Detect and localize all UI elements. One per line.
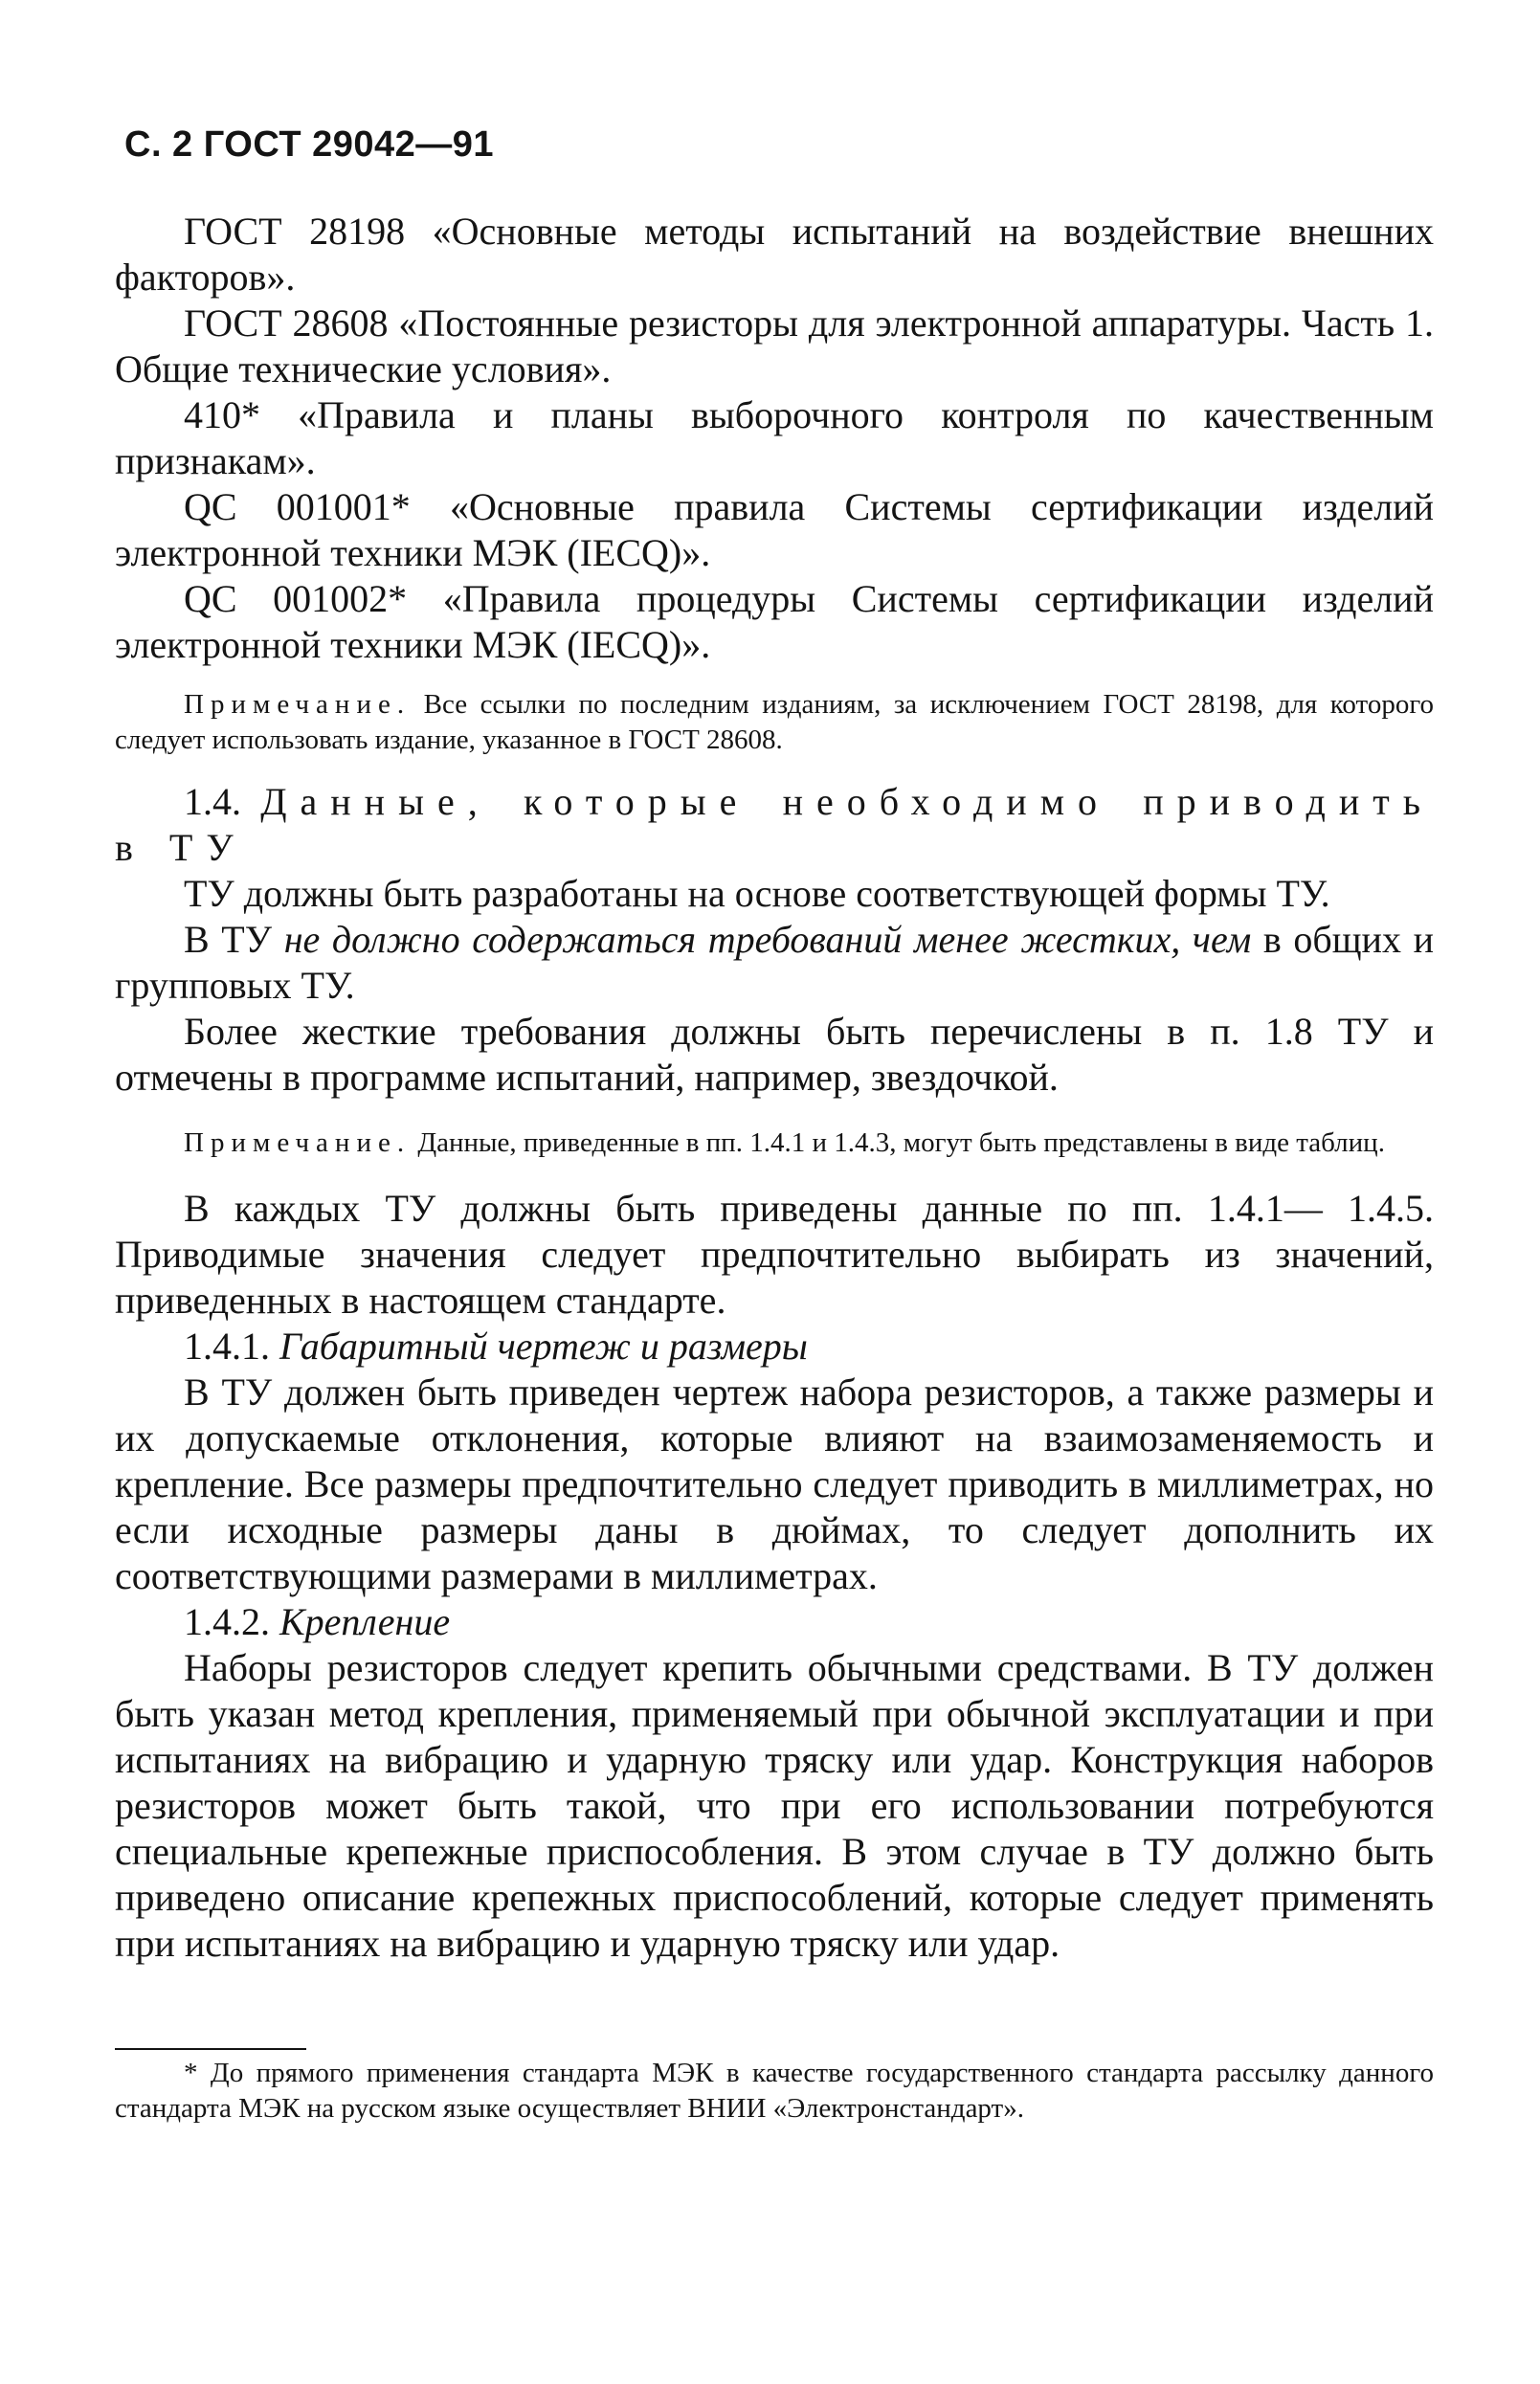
footnote-divider (115, 2048, 306, 2050)
section-title: Крепление (279, 1600, 451, 1643)
paragraph: В ТУ должен быть приведен чертеж набора резисторов, а также размеры и их допускаемые отклонения, которые влияют на взаимозаменяемость и крепление. Все размеры предпочтительно следует приводить в миллиметрах, но если исходные размеры даны в дюймах, то следует дополнить их соответствующими размерами в миллиметрах. (115, 1370, 1434, 1597)
paragraph: В каждых ТУ должны быть приведены данные по пп. 1.4.1— 1.4.5. Приводимые значения следует предпочтительно выбирать из значений, приведенных в настоящем стандарте. (115, 1187, 1434, 1322)
note-text: Все ссылки по последним изданиям, за исключением ГОСТ 28198, для которого следует использовать издание, указанное в ГОСТ 28608. (115, 689, 1434, 755)
reference-item: ГОСТ 28608 «Постоянные резисторы для электронной аппаратуры. Часть 1. Общие технические условия». (115, 301, 1434, 390)
note-label: Примечание. (184, 689, 412, 720)
paragraph (115, 917, 1434, 1009)
note-label: Примечание. (184, 1127, 412, 1158)
reference-item: QC 001002* «Правила процедуры Системы сертификации изделий электронной техники МЭК (IECQ)». (115, 577, 1434, 666)
section-number: 1.4. (184, 780, 261, 823)
section-number: 1.4.1. (184, 1325, 279, 1368)
section-heading-1-4-2 (115, 1599, 1434, 1645)
reference-item: ГОСТ 28198 «Основные методы испытаний на воздействие внешних факторов». (115, 210, 1434, 299)
note-text: Данные, приведенные в пп. 1.4.1 и 1.4.3, могут быть представлены в виде таблиц. (411, 1127, 1385, 1158)
section-heading-1-4 (115, 779, 1434, 871)
page-header: С. 2 ГОСТ 29042—91 (124, 124, 495, 165)
paragraph: Наборы резисторов следует крепить обычными средствами. В ТУ должен быть указан метод крепления, применяемый при обычной эксплуатации и при испытаниях на вибрацию и ударную тряску или удар. Конструкция наборов резисторов может быть такой, что при его использовании потребуются специальные крепежные приспособления. В этом случае в ТУ должно быть приведено описание крепежных приспособлений, которые следует применять при испытаниях на вибрацию и ударную тряску или удар. (115, 1646, 1434, 1965)
italic-run: не должно содержаться требований менее жестких, чем (283, 918, 1252, 961)
text-run: В ТУ (184, 918, 284, 961)
paragraph: ТУ должны быть разработаны на основе соответствующей формы ТУ. (184, 872, 1330, 915)
section-heading-1-4-1 (115, 1324, 1434, 1370)
paragraph: Более жесткие требования должны быть перечислены в п. 1.8 ТУ и отмечены в программе испытаний, например, звездочкой. (115, 1010, 1434, 1099)
note-references (115, 687, 1434, 758)
section-title: Габаритный чертеж и размеры (279, 1325, 808, 1368)
section-number: 1.4.2. (184, 1600, 279, 1643)
document-body (115, 209, 1434, 1967)
footnote (115, 2056, 1434, 2127)
reference-item: 410* «Правила и планы выборочного контроля по качественным признакам». (115, 393, 1434, 482)
note-tables (115, 1125, 1434, 1161)
reference-item: QC 001001* «Основные правила Системы сертификации изделий электронной техники МЭК (IECQ)». (115, 485, 1434, 574)
footnote-text: * До прямого применения стандарта МЭК в качестве государственного стандарта рассылку данного стандарта МЭК на русском языке осуществляет ВНИИ «Электронстандарт». (115, 2058, 1434, 2124)
section-title: Данные, которые необходимо приводить в ТУ (115, 780, 1434, 869)
text-run: в общих и групповых ТУ. (115, 918, 1434, 1007)
